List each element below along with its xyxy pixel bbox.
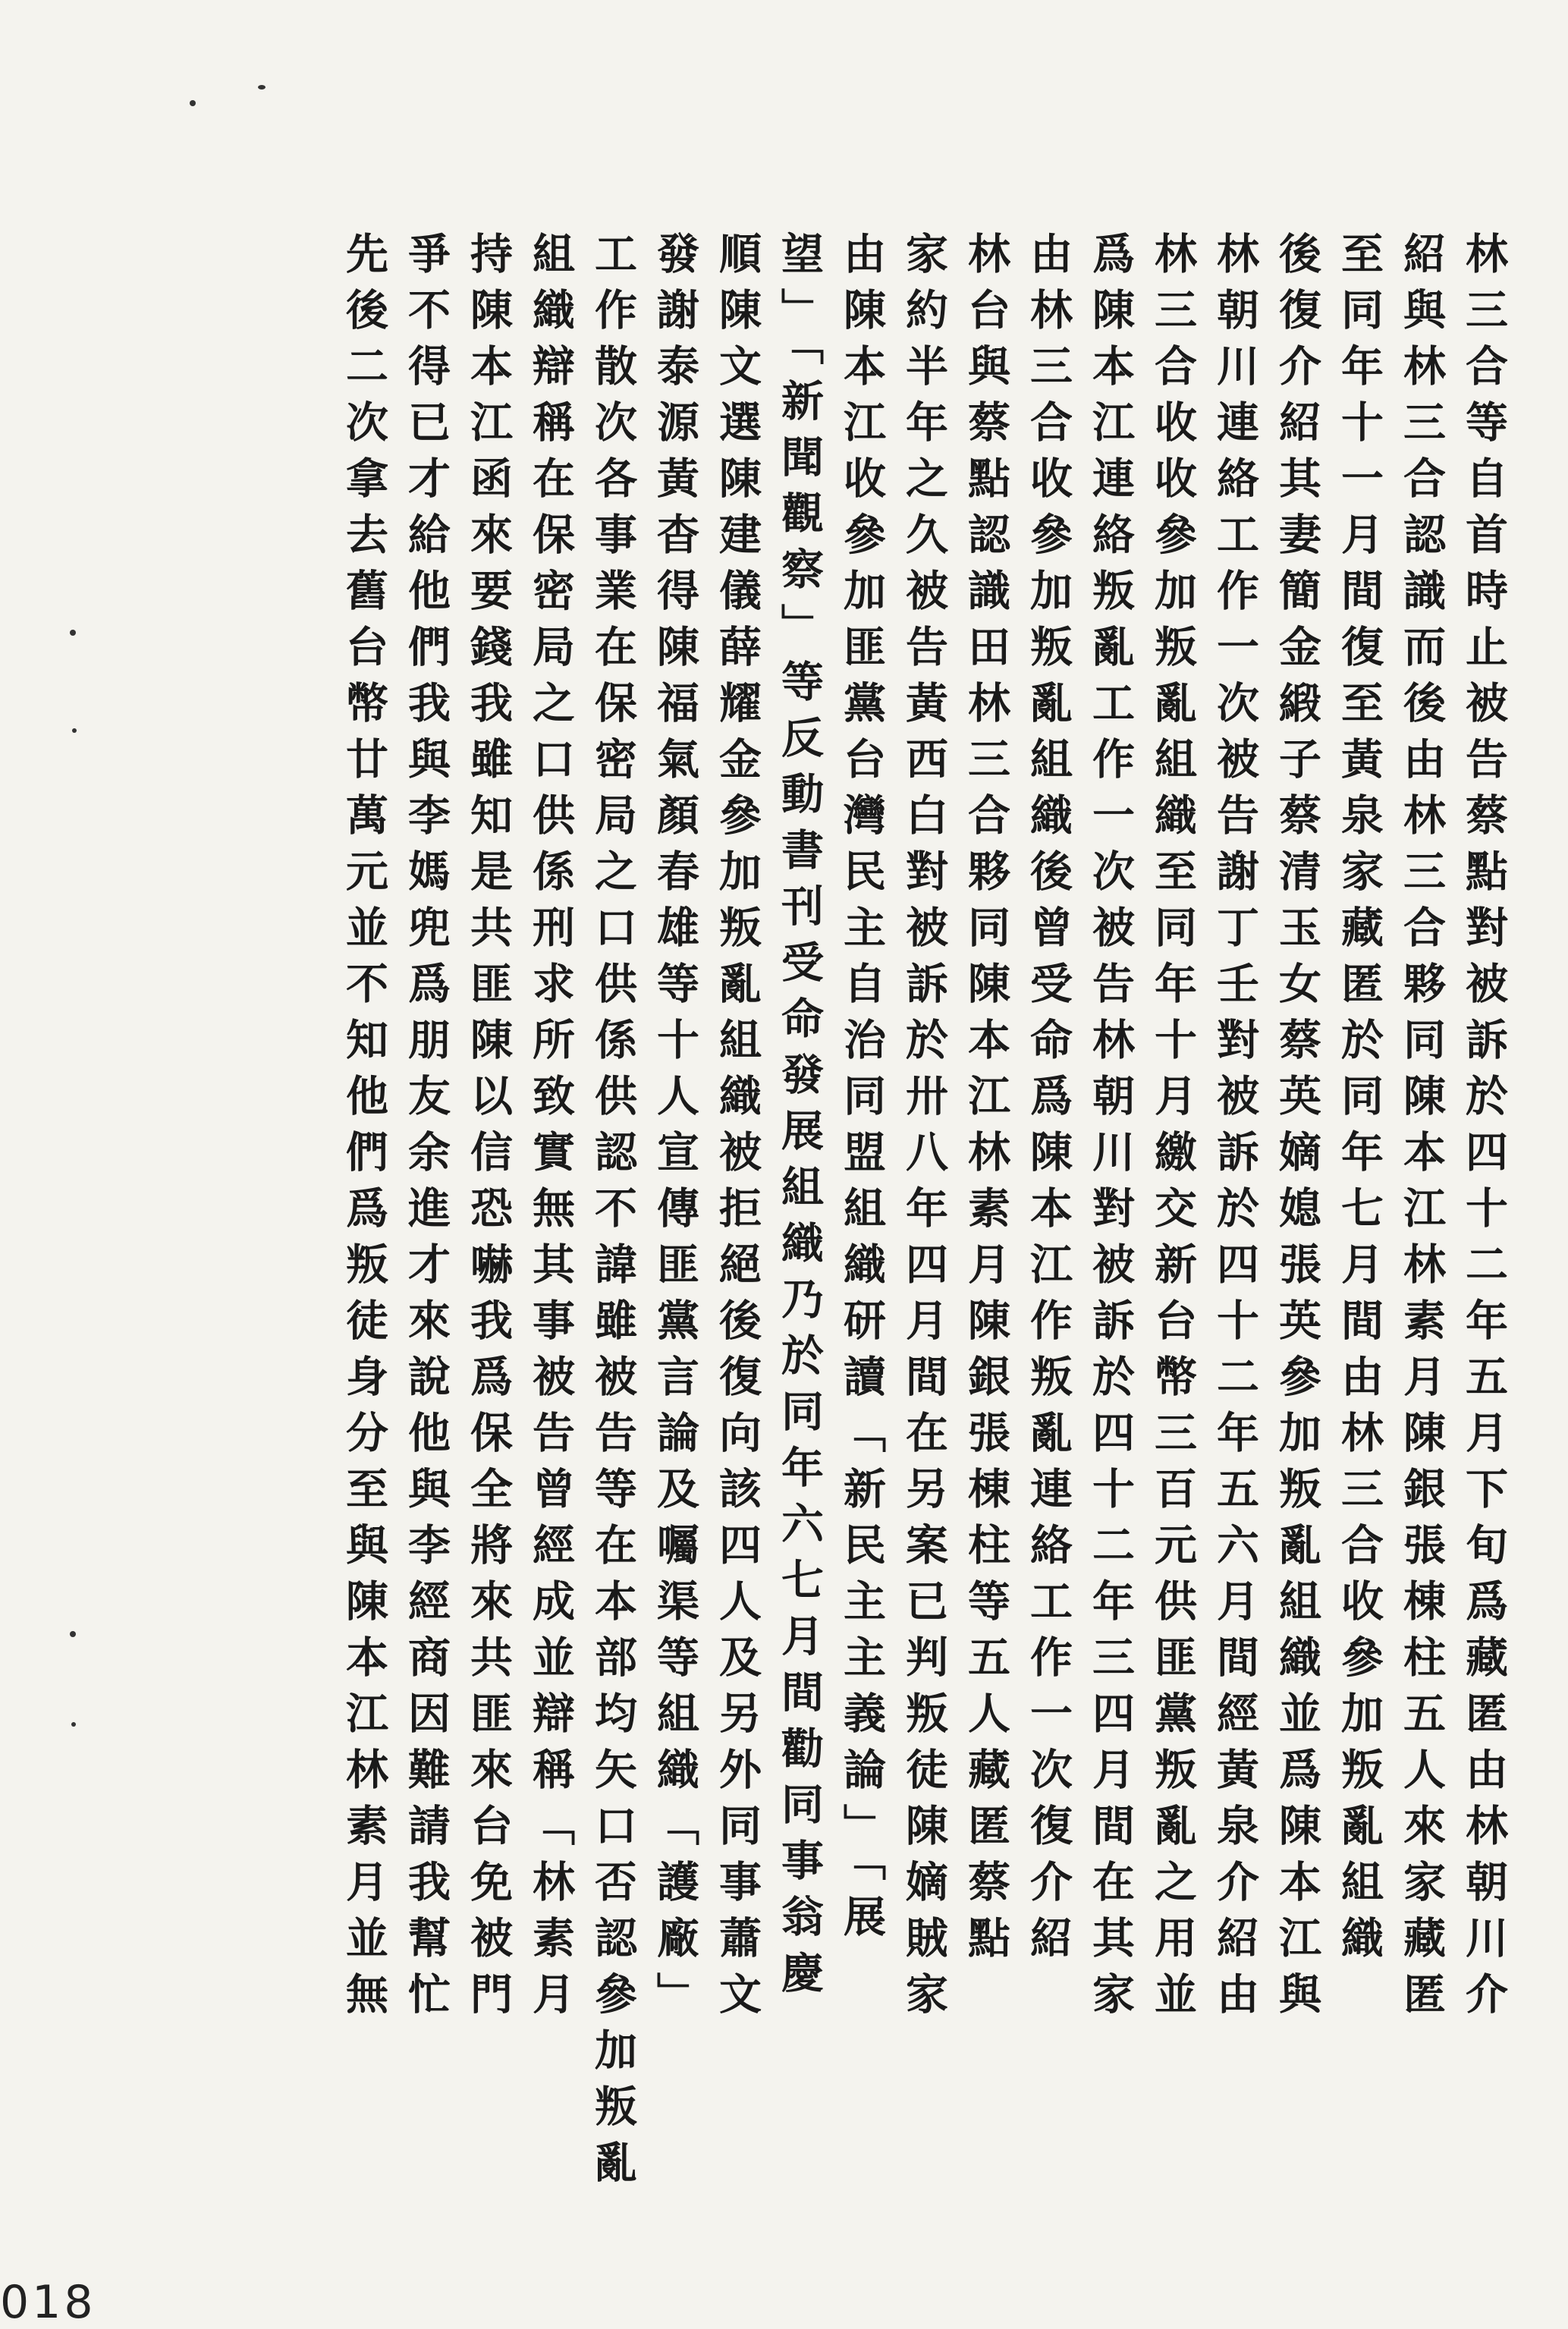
scan-speck bbox=[258, 85, 266, 90]
scan-speck bbox=[70, 630, 76, 636]
text-column: 順陳文選陳建儀薛耀金參加叛亂組織被拒絕後復向該四人及另外同事蕭文 bbox=[712, 231, 762, 2028]
text-column: 後復介紹其妻簡金緞子蔡清玉女蔡英嫡媳張英參加叛亂組織並爲陳本江與 bbox=[1272, 231, 1322, 2028]
text-column: 爭不得已才給他們我與李媽兜爲朋友余進才來說他與李經商因難請我幫忙 bbox=[401, 231, 451, 2028]
text-column: 發謝泰源黃杳得陳福氣顏春雄等十人宣傳匪黨言論及囑渠等組織「護廠」 bbox=[650, 231, 700, 2028]
text-column: 由林三合收參加叛亂組織後曾受命爲陳本江作叛亂連絡工作一次復介紹 bbox=[1023, 231, 1073, 1972]
text-column: 爲陳本江連絡叛亂工作一次被告林朝川對被訴於四十二年三四月間在其家 bbox=[1086, 231, 1136, 2028]
scan-speck bbox=[71, 1722, 76, 1727]
scan-speck bbox=[72, 728, 77, 733]
text-column: 林三合等自首時止被告蔡點對被訴於四十二年五月下旬爲藏匿由林朝川介 bbox=[1459, 231, 1509, 2028]
body-text bbox=[333, 231, 1515, 2196]
scan-speck bbox=[190, 100, 196, 106]
text-column: 紹與林三合認識而後由林三合夥同陳本江林素月陳銀張棟柱五人來家藏匿 bbox=[1397, 231, 1447, 2028]
text-column: 由陳本江收參加匪黨台灣民主自治同盟組織研讀「新民主主義論」「展 bbox=[837, 231, 887, 1950]
page-number: 018 bbox=[0, 2276, 96, 2329]
text-column: 工作散次各事業在保密局之口供係供認不諱雖被告等在本部均矢口否認參加叛亂 bbox=[588, 231, 638, 2196]
text-column: 至同年十一月間復至黃泉家藏匿於同年七月間由林三合收參加叛亂組織 bbox=[1334, 231, 1384, 1972]
scan-speck bbox=[70, 1631, 76, 1637]
text-column: 林台與蔡點認識田林三合夥同陳本江林素月陳銀張棟柱等五人藏匿蔡點 bbox=[961, 231, 1011, 1972]
text-column: 林三合收收參加叛亂組織至同年十月繳交新台幣三百元供匪黨叛亂之用並 bbox=[1148, 231, 1198, 2028]
text-column: 持陳本江函來要錢我雖知是共匪陳以信恐嚇我爲保全將來共匪來台免被門 bbox=[463, 231, 514, 2028]
text-column: 家約半年之久被告黃西白對被訴於卅八年四月間在另案已判叛徒陳嫡賊家 bbox=[899, 231, 949, 2028]
text-column: 望」「新聞觀察」等反動書刊受命發展組織乃於同年六七月間勸同事翁慶 bbox=[775, 231, 825, 2007]
text-column: 組織辯稱在保密局之口供係刑求所致實無其事被告曾經成並辯稱「林素月 bbox=[526, 231, 576, 2028]
text-column: 林朝川連絡工作一次被告謝丁壬對被訴於四十二年五六月間經黃泉介紹由 bbox=[1210, 231, 1260, 2028]
text-column: 先後二次拿去舊台幣廿萬元並不知他們爲叛徒身分至與陳本江林素月並無 bbox=[339, 231, 389, 2028]
